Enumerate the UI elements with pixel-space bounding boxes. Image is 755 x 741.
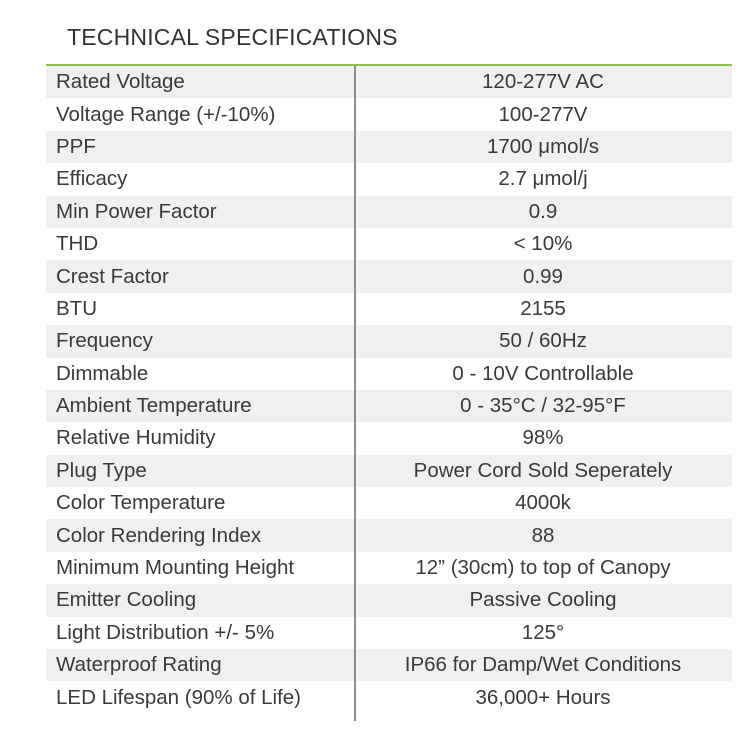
spec-label: Min Power Factor: [56, 199, 217, 223]
table-row: [46, 196, 732, 228]
table-row: [46, 422, 732, 454]
spec-label: Minimum Mounting Height: [56, 556, 295, 580]
spec-label: Waterproof Rating: [56, 653, 222, 677]
spec-label: THD: [56, 232, 99, 256]
table-row: [46, 552, 732, 584]
spec-label: PPF: [56, 134, 96, 158]
spec-label: Emitter Cooling: [56, 588, 197, 612]
spec-value: 12” (30cm) to top of Canopy: [415, 556, 671, 580]
table-row: [46, 390, 732, 422]
table-row: [46, 681, 732, 713]
spec-value: 0.9: [528, 199, 558, 223]
table-row: [46, 131, 732, 163]
table-row: [46, 649, 732, 681]
spec-value: 0.99: [523, 264, 563, 288]
table-row: [46, 617, 732, 649]
spec-label: Color Rendering Index: [56, 523, 262, 547]
spec-label: Light Distribution +/- 5%: [56, 620, 275, 644]
table-row: [46, 98, 732, 130]
spec-label: Crest Factor: [56, 264, 169, 288]
spec-value: 100-277V: [498, 102, 588, 126]
table-row: [46, 66, 732, 98]
spec-label: Frequency: [56, 329, 153, 353]
spec-label: Plug Type: [56, 458, 147, 482]
spec-value: 1700 μmol/s: [486, 134, 600, 158]
spec-value: 0 - 10V Controllable: [452, 361, 634, 385]
table-row: [46, 358, 732, 390]
spec-label: Ambient Temperature: [56, 394, 252, 418]
spec-value: < 10%: [513, 232, 573, 256]
column-divider: [354, 66, 356, 721]
table-row: [46, 325, 732, 357]
spec-label: BTU: [56, 296, 97, 320]
spec-label: LED Lifespan (90% of Life): [56, 685, 301, 709]
table-row: [46, 487, 732, 519]
page-title: TECHNICAL SPECIFICATIONS: [67, 24, 398, 50]
spec-label: Relative Humidity: [56, 426, 216, 450]
spec-value: Passive Cooling: [469, 588, 617, 612]
table-row: [46, 293, 732, 325]
spec-value: 120-277V AC: [482, 70, 604, 94]
spec-value: Power Cord Sold Seperately: [413, 458, 673, 482]
table-row: [46, 584, 732, 616]
spec-table: [46, 64, 732, 714]
spec-value: 125°: [521, 620, 565, 644]
table-row: [46, 455, 732, 487]
spec-value: 2155: [520, 296, 566, 320]
spec-value: 88: [531, 523, 555, 547]
spec-label: Efficacy: [56, 167, 128, 191]
spec-value: 4000k: [515, 491, 571, 515]
spec-value: 2.7 μmol/j: [498, 167, 588, 191]
spec-label: Color Temperature: [56, 491, 226, 515]
spec-value: 50 / 60Hz: [499, 329, 587, 353]
table-row: [46, 519, 732, 551]
table-row: [46, 260, 732, 292]
spec-value: 36,000+ Hours: [475, 685, 611, 709]
spec-label: Voltage Range (+/-10%): [56, 102, 276, 126]
table-row: [46, 228, 732, 260]
spec-label: Rated Voltage: [56, 70, 185, 94]
spec-value: IP66 for Damp/Wet Conditions: [404, 653, 682, 677]
spec-value: 98%: [522, 426, 564, 450]
table-row: [46, 163, 732, 195]
spec-label: Dimmable: [56, 361, 149, 385]
spec-value: 0 - 35°C / 32-95°F: [460, 394, 626, 418]
